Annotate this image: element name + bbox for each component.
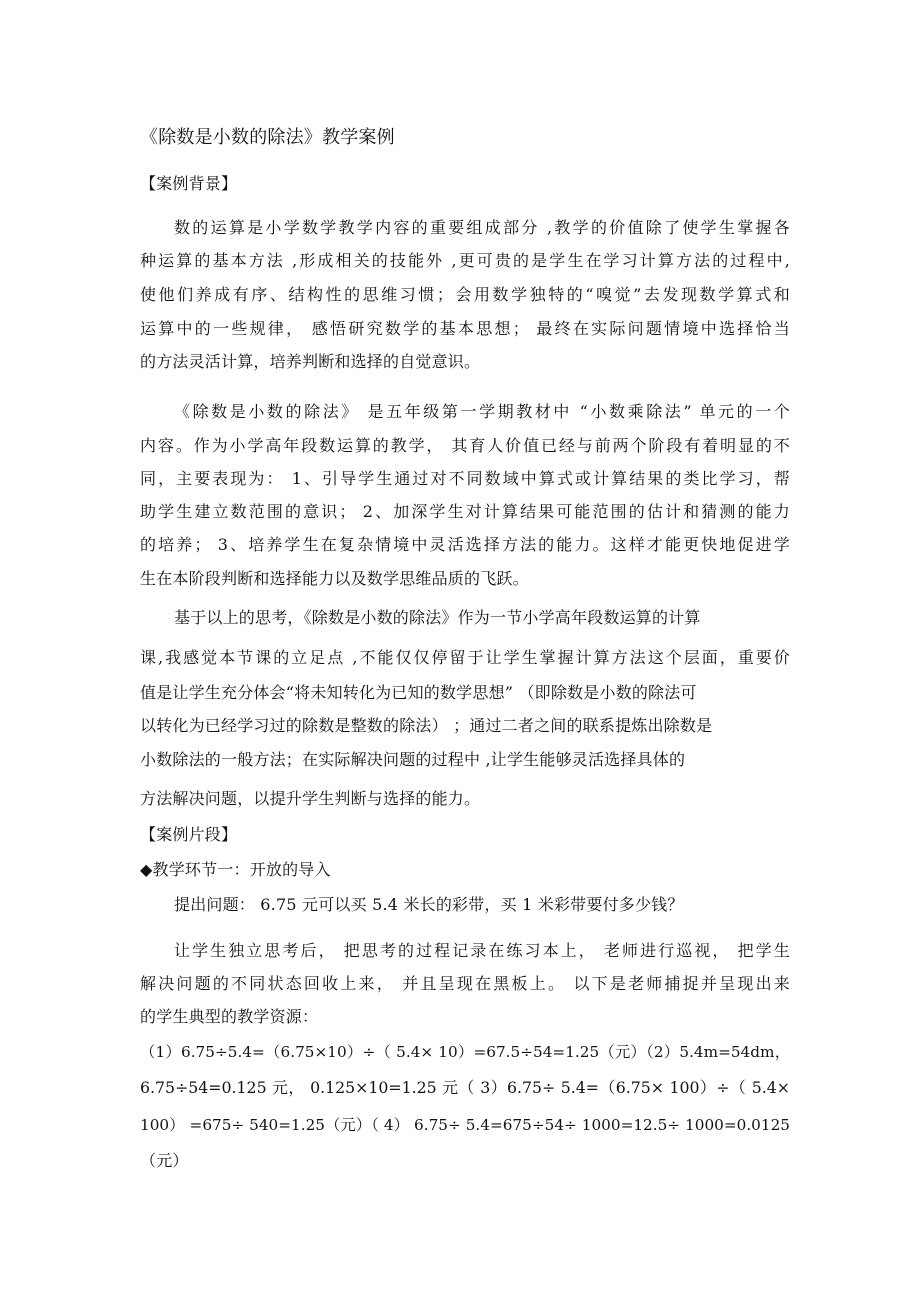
paragraph-1-line-2: 种运算的基本方法 ,形成相关的技能外 ,更可贵的是学生在学习计算方法的过程中, xyxy=(140,251,790,270)
paragraph-2-line-5: 的培养； 3、培养学生在复杂情境中灵活选择方法的能力。这样才能更快地促进学 xyxy=(140,535,790,554)
paragraph-3-line-6: 方法解决问题，以提升学生判断与选择的能力。 xyxy=(140,789,481,808)
paragraph-1-line-3: 使他们养成有序、结构性的思维习惯；会用数学独特的“嗅觉”去发现数学算式和 xyxy=(140,285,790,304)
paragraph-2-line-3: 同，主要表现为： 1、引导学生通过对不同数域中算式或计算结果的类比学习，帮 xyxy=(140,469,790,488)
solution-line-4: （元） xyxy=(140,1151,189,1170)
doc-title: 《除数是小数的除法》教学案例 xyxy=(140,127,395,148)
paragraph-4-line-1: 让学生独立思考后， 把思考的过程记录在练习本上， 老师进行巡视， 把学生 xyxy=(174,941,790,960)
paragraph-3-line-5: 小数除法的一般方法；在实际解决问题的过程中 ,让学生能够灵活选择具体的 xyxy=(140,750,686,769)
teaching-step-1-heading: ◆教学环节一：开放的导入 xyxy=(140,860,331,879)
paragraph-1-line-1: 数的运算是小学数学教学内容的重要组成部分 ,教学的价值除了使学生掌握各 xyxy=(174,218,790,237)
paragraph-4-line-2: 解决问题的不同状态回收上来， 并且呈现在黑板上。 以下是老师捕捉并呈现出来 xyxy=(140,974,790,993)
paragraph-1-line-5: 的方法灵活计算，培养判断和选择的自觉意识。 xyxy=(140,352,481,371)
solution-line-2: 6.75÷54=0.125 元， 0.125×10=1.25 元（ 3）6.75÷ 5.4=（6.75× 100）÷（ 5.4× xyxy=(140,1078,790,1097)
paragraph-3-line-4: 以转化为已经学习过的除数是整数的除法） ；通过二者之间的联系提炼出除数是 xyxy=(140,716,713,735)
problem-statement: 提出问题： 6.75 元可以买 5.4 米长的彩带，买 1 米彩带要付多少钱？ xyxy=(174,895,684,914)
solution-line-1: （1）6.75÷5.4=（6.75×10）÷（ 5.4× 10）=67.5÷54=1.25（元）（2）5.4m=54dm， xyxy=(140,1043,790,1061)
paragraph-2-line-1: 《除数是小数的除法》 是五年级第一学期教材中 “小数乘除法” 单元的一个 xyxy=(174,402,790,421)
section-heading-fragment: 【案例片段】 xyxy=(140,825,238,844)
paragraph-1-line-4: 运算中的一些规律， 感悟研究数学的基本思想； 最终在实际问题情境中选择恰当 xyxy=(140,319,790,338)
paragraph-4-line-3: 的学生典型的教学资源： xyxy=(140,1007,319,1026)
section-heading-background: 【案例背景】 xyxy=(140,174,238,193)
paragraph-3-line-2: 课,我感觉本节课的立足点 ,不能仅仅停留于让学生掌握计算方法这个层面，重要价 xyxy=(140,648,790,667)
paragraph-2-line-6: 生在本阶段判断和选择能力以及数学思维品质的飞跃。 xyxy=(140,569,529,588)
solution-line-3: 100） =675÷ 540=1.25（元）（ 4） 6.75÷ 5.4=675÷54÷ 1000=12.5÷ 1000=0.0125 xyxy=(140,1116,790,1134)
paragraph-2-line-2: 内容。作为小学高年段数运算的教学， 其育人价值已经与前两个阶段有着明显的不 xyxy=(140,436,790,455)
paragraph-3-line-1: 基于以上的思考，《除数是小数的除法》作为一节小学高年段数运算的计算 xyxy=(174,608,701,627)
paragraph-3-line-3: 值是让学生充分体会“将未知转化为已知的数学思想” （即除数是小数的除法可 xyxy=(140,683,697,702)
paragraph-2-line-4: 助学生建立数范围的意识； 2、加深学生对计算结果可能范围的估计和猜测的能力 xyxy=(140,502,790,521)
